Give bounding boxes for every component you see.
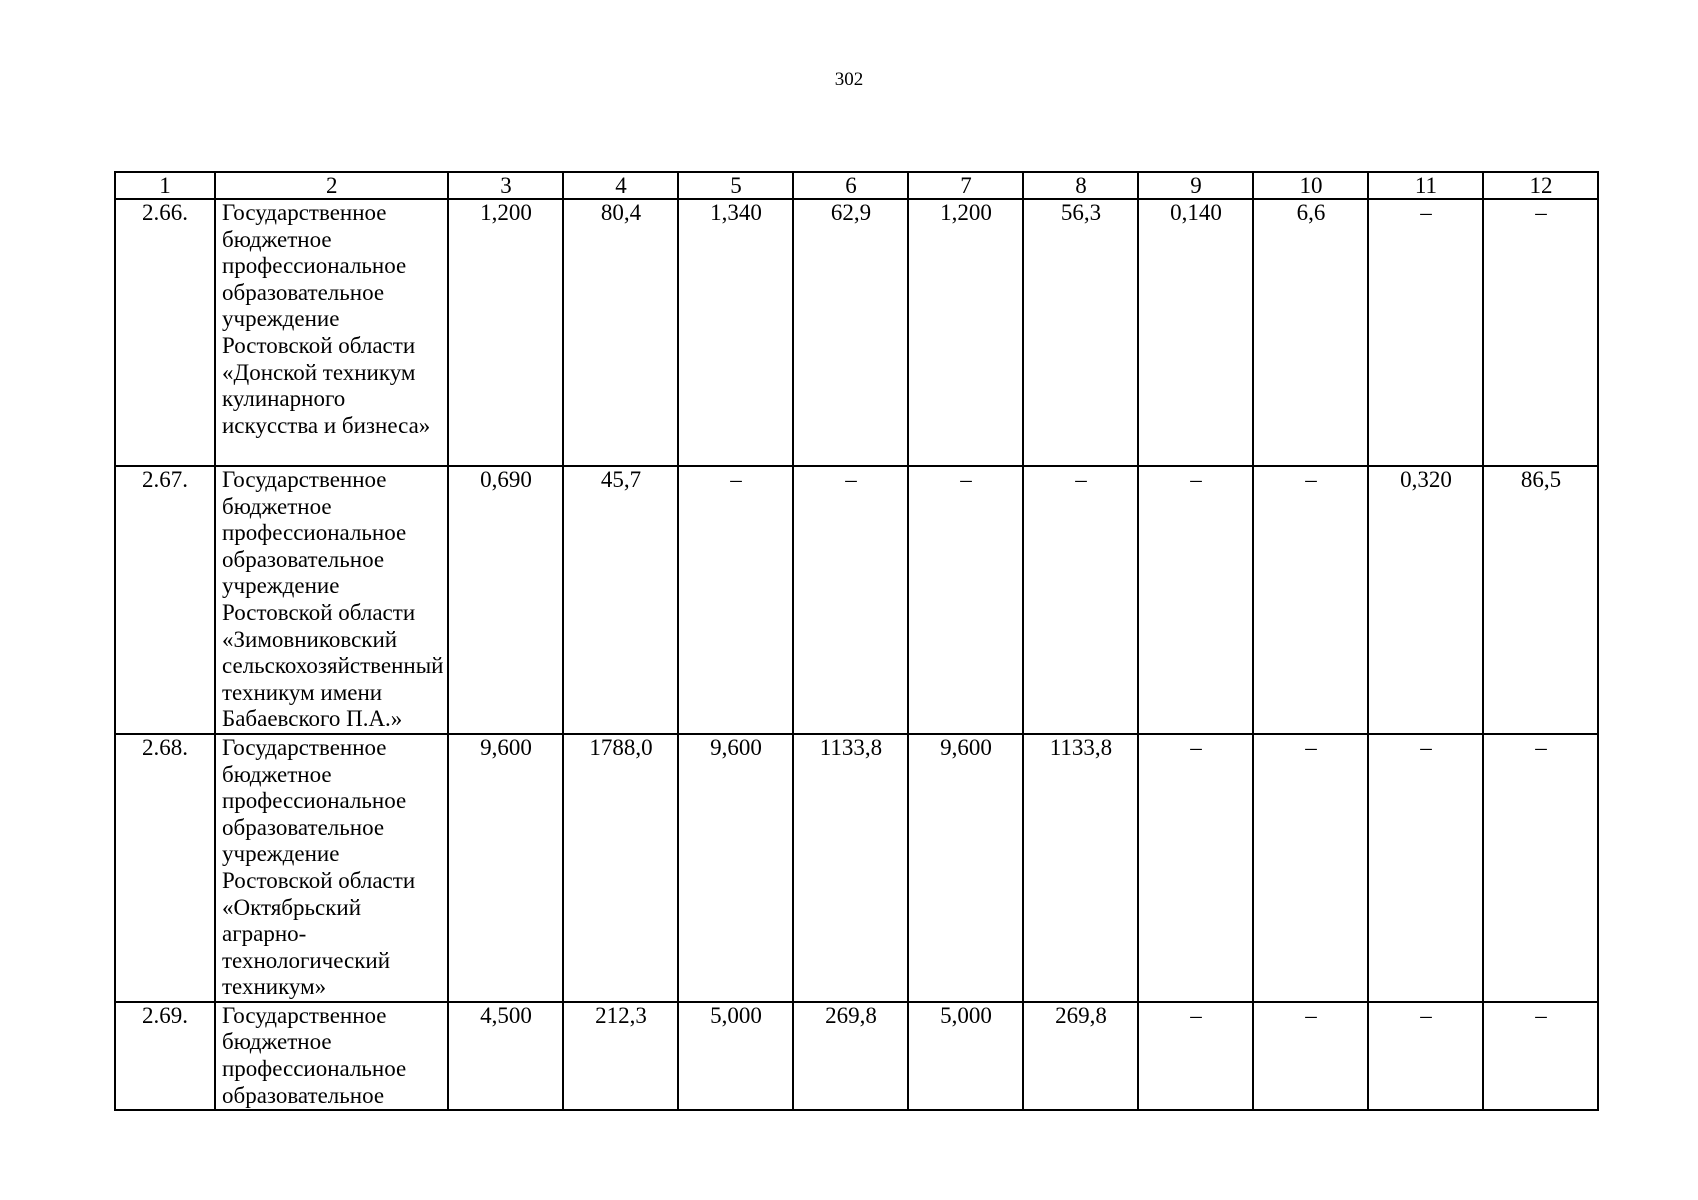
column-header: 8 <box>1023 172 1138 199</box>
data-table <box>114 171 1599 1111</box>
table-cell: 5,000 <box>908 1002 1023 1110</box>
institution-name: Государственное бюджетное профессиональное образовательное учреждение Ростовской области «Октябрьский аграрно-технологический техникум» <box>215 734 448 1002</box>
table-cell: 4,500 <box>448 1002 563 1110</box>
column-header: 5 <box>678 172 793 199</box>
table-cell: 9,600 <box>448 734 563 1002</box>
table-cell: – <box>908 466 1023 734</box>
table-cell: 1,200 <box>908 199 1023 466</box>
column-header: 9 <box>1138 172 1253 199</box>
institution-name: Государственное бюджетное профессиональное образовательное <box>215 1002 448 1110</box>
table-row <box>115 734 1598 1002</box>
column-header: 11 <box>1368 172 1483 199</box>
table-cell: – <box>678 466 793 734</box>
table-cell: 0,140 <box>1138 199 1253 466</box>
table-cell: 0,690 <box>448 466 563 734</box>
row-id: 2.69. <box>115 1002 215 1110</box>
row-id: 2.66. <box>115 199 215 466</box>
header-row <box>115 172 1598 199</box>
page-number: 302 <box>834 69 864 90</box>
column-header: 7 <box>908 172 1023 199</box>
table-cell: 1133,8 <box>793 734 908 1002</box>
column-header: 3 <box>448 172 563 199</box>
table-row <box>115 466 1598 734</box>
table-cell: 1,200 <box>448 199 563 466</box>
table-cell: – <box>1483 199 1598 466</box>
table-cell: – <box>1253 734 1368 1002</box>
row-id: 2.68. <box>115 734 215 1002</box>
table-cell: – <box>1368 1002 1483 1110</box>
table-cell: – <box>1483 1002 1598 1110</box>
row-id: 2.67. <box>115 466 215 734</box>
table-cell: – <box>1138 734 1253 1002</box>
table-cell: 1133,8 <box>1023 734 1138 1002</box>
table-cell: 212,3 <box>563 1002 678 1110</box>
table-cell: 45,7 <box>563 466 678 734</box>
table-cell: – <box>1253 1002 1368 1110</box>
column-header: 12 <box>1483 172 1598 199</box>
table-cell: 80,4 <box>563 199 678 466</box>
table-cell: 56,3 <box>1023 199 1138 466</box>
table-cell: – <box>1138 466 1253 734</box>
table-cell: 9,600 <box>908 734 1023 1002</box>
institution-name: Государственное бюджетное профессиональное образовательное учреждение Ростовской области «Донской техникум кулинарного искусства и бизнеса» <box>215 199 448 466</box>
table-cell: – <box>1483 734 1598 1002</box>
table-cell: 86,5 <box>1483 466 1598 734</box>
table-cell: 269,8 <box>793 1002 908 1110</box>
column-header: 4 <box>563 172 678 199</box>
table-cell: – <box>1253 466 1368 734</box>
table-cell: 1788,0 <box>563 734 678 1002</box>
table-cell: 5,000 <box>678 1002 793 1110</box>
table-cell: – <box>1138 1002 1253 1110</box>
table-cell: 0,320 <box>1368 466 1483 734</box>
table-cell: 269,8 <box>1023 1002 1138 1110</box>
table-cell: – <box>1023 466 1138 734</box>
column-header: 6 <box>793 172 908 199</box>
table-cell: 1,340 <box>678 199 793 466</box>
column-header: 2 <box>215 172 448 199</box>
table-cell: 9,600 <box>678 734 793 1002</box>
table-cell: – <box>793 466 908 734</box>
table-cell: 6,6 <box>1253 199 1368 466</box>
table-row <box>115 1002 1598 1110</box>
column-header: 10 <box>1253 172 1368 199</box>
institution-name: Государственное бюджетное профессиональное образовательное учреждение Ростовской области «Зимовниковский сельскохозяйственный техникум имени Бабаевского П.А.» <box>215 466 448 734</box>
column-header: 1 <box>115 172 215 199</box>
table-cell: – <box>1368 734 1483 1002</box>
table-cell: 62,9 <box>793 199 908 466</box>
table-row <box>115 199 1598 466</box>
table-cell: – <box>1368 199 1483 466</box>
